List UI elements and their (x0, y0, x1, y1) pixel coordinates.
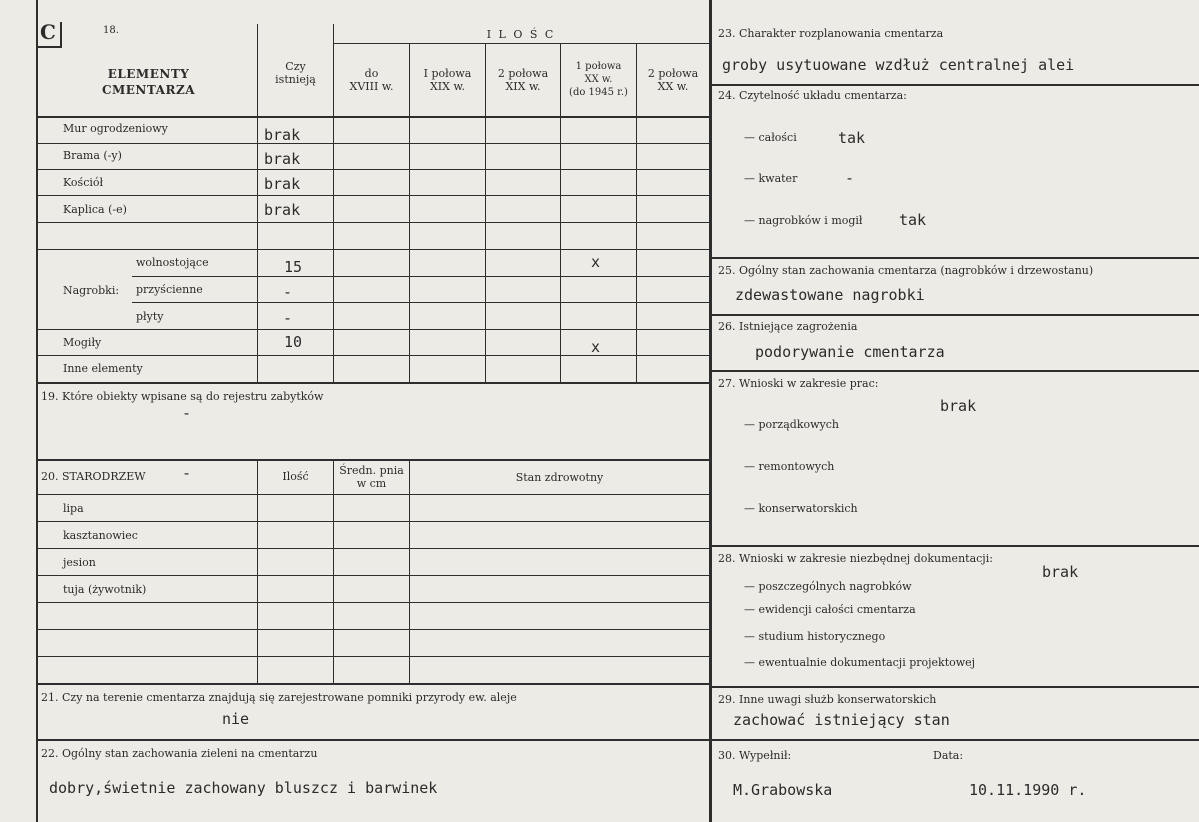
period-2-line1: I połowa (423, 67, 472, 80)
period-4-line3: (do 1945 r.) (569, 87, 628, 98)
works-conservation: — konserwatorskich (744, 502, 858, 515)
legibility-graves-label: — nagrobków i mogił (744, 214, 863, 227)
period-header-1 (334, 67, 409, 93)
section-22-label: 22. Ogólny stan zachowania zieleni na cmentarzu (41, 747, 318, 760)
exists-header (258, 60, 333, 86)
period-3-line1: 2 połowa (497, 67, 549, 80)
works-cleaning: — porządkowych (744, 418, 839, 431)
row-label-slabs: płyty (136, 310, 164, 323)
period-4-line2: XX w. (584, 74, 613, 85)
row-label-chapel: Kaplica (-e) (63, 203, 127, 216)
period-4-line1: 1 połowa (575, 61, 622, 72)
tree-quantity-header: Ilość (282, 470, 309, 483)
card-letter: C (40, 20, 56, 44)
row-value-freestanding: 15 (284, 258, 303, 276)
period-header-2 (410, 67, 485, 93)
period-1-line1: do (364, 67, 379, 80)
legibility-quarters-value: - (845, 169, 855, 187)
section-20-dash: - (182, 464, 192, 482)
section-27-label: 27. Wnioski w zakresie prac: (718, 377, 879, 390)
doc-project: — ewentualnie dokumentacji projektowej (744, 656, 976, 669)
doc-tombstones: — poszczególnych nagrobków (744, 580, 912, 593)
row-mark-graves: x (591, 338, 601, 356)
tombstones-label: Nagrobki: (63, 284, 120, 297)
legibility-graves-value: tak (899, 211, 927, 229)
row-label-graves: Mogiły (63, 336, 102, 349)
row-label-wall: Mur ogrodzeniowy (63, 122, 168, 135)
period-2-line2: XIX w. (429, 80, 466, 93)
section-30-date-label: Data: (933, 749, 964, 762)
row-value-graves: 10 (284, 333, 303, 351)
row-label-freestanding: wolnostojące (136, 256, 209, 269)
row-label-church: Kościół (63, 176, 104, 189)
row-label-gate: Brama (-y) (63, 149, 122, 162)
section-29-value: zachować istniejący stan (733, 711, 950, 729)
section-25-label: 25. Ogólny stan zachowania cmentarza (nagrobków i drzewostanu) (718, 264, 1094, 277)
legibility-whole-label: — całości (744, 131, 797, 144)
section-18-number: 18. (103, 25, 119, 36)
tree-row-4: tuja (żywotnik) (63, 583, 147, 596)
row-value-chapel: brak (264, 201, 301, 219)
filled-date: 10.11.1990 r. (969, 781, 1087, 799)
section-19-value: - (182, 404, 192, 422)
section-29-label: 29. Inne uwagi służb konserwatorskich (718, 693, 937, 706)
section-22-value: dobry,świetnie zachowany bluszcz i barwinek (49, 779, 438, 797)
row-value-slabs: - (283, 309, 293, 327)
tree-row-1: lipa (63, 502, 84, 515)
section-24-label: 24. Czytelność układu cmentarza: (718, 89, 907, 102)
trunk-diameter-line1: Średn. pnia (339, 464, 404, 477)
tree-row-2: kasztanowiec (63, 529, 138, 542)
legibility-quarters-label: — kwater (744, 172, 798, 185)
section-26-value: podorywanie cmentarza (755, 343, 945, 361)
trunk-diameter-header (334, 464, 409, 490)
row-label-wall-mounted: przyścienne (136, 283, 203, 296)
row-value-wall: brak (264, 126, 301, 144)
row-value-wall-mounted: - (283, 283, 293, 301)
health-status-header: Stan zdrowotny (515, 471, 604, 484)
section-30-label: 30. Wypełnił: (718, 749, 792, 762)
section-21-label: 21. Czy na terenie cmentarza znajdują się zarejestrowane pomniki przyrody ew. aleje (41, 691, 517, 704)
row-mark-freestanding: x (591, 253, 601, 271)
section-27-value: brak (940, 397, 977, 415)
row-value-gate: brak (264, 150, 301, 168)
elements-header-line2: CMENTARZA (101, 83, 196, 97)
works-renovation: — remontowych (744, 460, 835, 473)
filled-by-name: M.Grabowska (733, 781, 833, 799)
period-header-3 (486, 67, 560, 93)
section-28-label: 28. Wnioski w zakresie niezbędnej dokumentacji: (718, 552, 993, 565)
section-23-label: 23. Charakter rozplanowania cmentarza (718, 27, 944, 40)
trunk-diameter-line2: w cm (356, 477, 387, 490)
tree-row-3: jesion (63, 556, 96, 569)
exists-header-line2: istnieją (275, 73, 316, 86)
period-3-line2: XIX w. (505, 80, 541, 93)
section-19-label: 19. Które obiekty wpisane są do rejestru zabytków (41, 390, 324, 403)
row-label-other: Inne elementy (63, 362, 143, 375)
period-header-5 (637, 67, 709, 93)
legibility-whole-value: tak (838, 129, 866, 147)
period-5-line2: XX w. (657, 80, 689, 93)
section-20-label: 20. STARODRZEW (41, 470, 146, 483)
elements-header-line1: ELEMENTY (107, 67, 190, 81)
section-26-label: 26. Istniejące zagrożenia (718, 320, 858, 333)
period-1-line2: XVIII w. (349, 80, 394, 93)
row-value-church: brak (264, 175, 301, 193)
quantity-header: I L O Ś C (486, 28, 556, 41)
section-28-value: brak (1042, 563, 1079, 581)
doc-historical-study: — studium historycznego (744, 630, 886, 643)
section-23-value: groby usytuowane wzdłuż centralnej alei (722, 56, 1075, 74)
period-5-line1: 2 połowa (647, 67, 699, 80)
doc-cemetery-register: — ewidencji całości cmentarza (744, 603, 916, 616)
section-25-value: zdewastowane nagrobki (735, 286, 925, 304)
elements-header (40, 66, 257, 98)
section-21-value: nie (222, 710, 250, 728)
exists-header-line1: Czy (285, 60, 306, 73)
period-header-4 (561, 60, 636, 99)
